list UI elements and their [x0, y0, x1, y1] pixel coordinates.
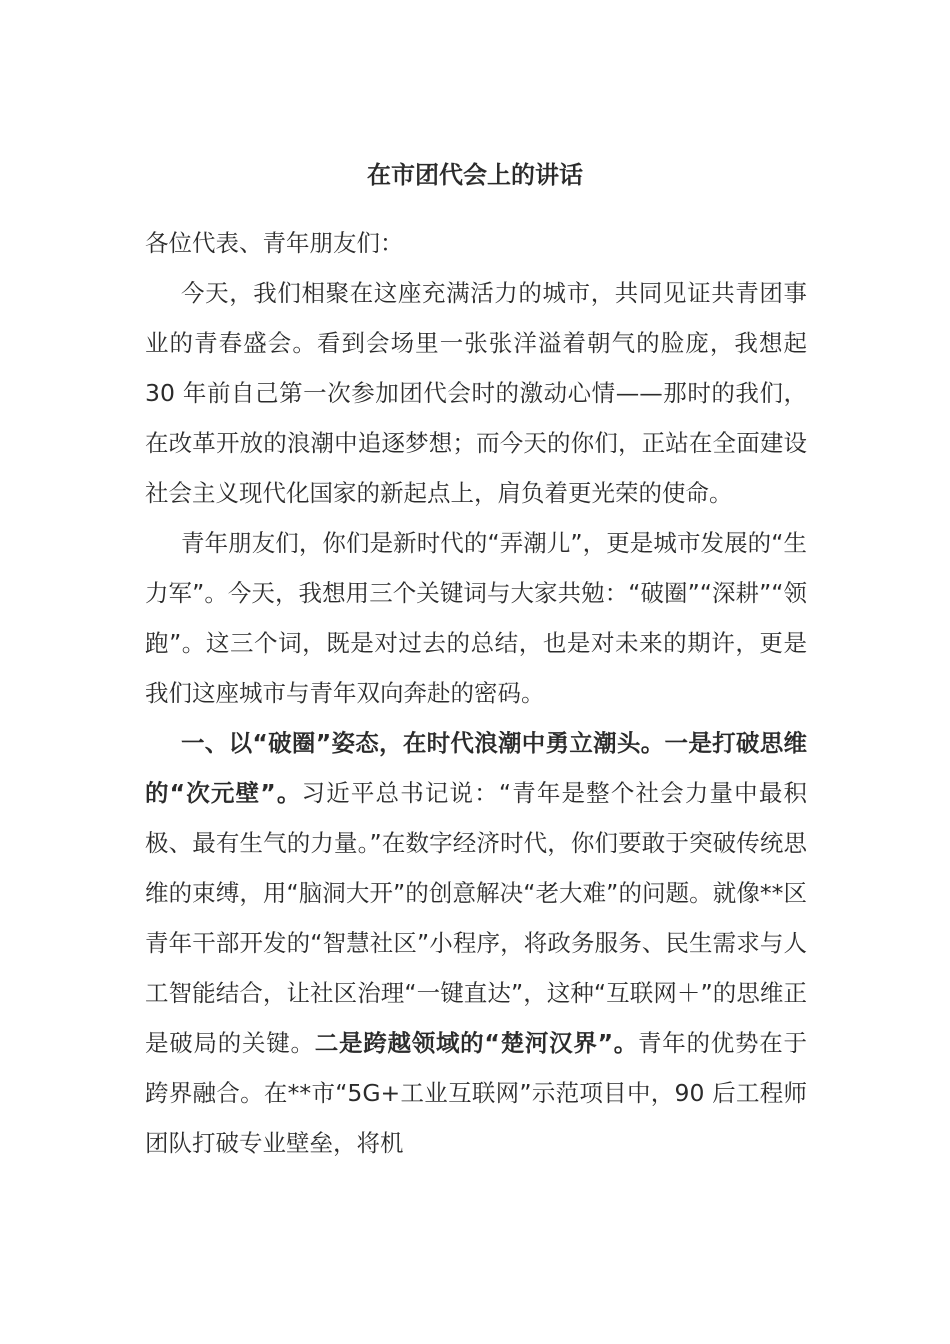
point-two-heading: 二是跨越领域的“楚河汉界”。	[314, 1029, 639, 1057]
point-one-text: 习近平总书记说：“青年是整个社会力量中最积极、最有生气的力量。”在数字经济时代，你们要敢于突破传统思维的束缚，用“脑洞大开”的创意解决“老大难”的问题。就像**区青年干部开发的“智慧社区”小程序，将政务服务、民生需求与人工智能结合，让社区治理“一键直达”，这种“互联网＋”的思维正是破局的关键。	[145, 779, 807, 1057]
document-body	[145, 218, 807, 1168]
point-one-heading: 一是打破思维的“次元壁”。	[145, 729, 808, 807]
salutation: 各位代表、青年朋友们：	[145, 229, 404, 257]
section-one-heading: 一、以“破圈”姿态，在时代浪潮中勇立潮头。	[181, 729, 665, 757]
paragraph-keywords: 青年朋友们，你们是新时代的“弄潮儿”，更是城市发展的“生力军”。今天，我想用三个关键词与大家共勉：“破圈”“深耕”“领跑”。这三个词，既是对过去的总结，也是对未来的期许，更是我们这座城市与青年双向奔赴的密码。	[145, 529, 807, 707]
point-two-text: 青年的优势在于跨界融合。在**市“5G+工业互联网”示范项目中，90 后工程师团队打破专业壁垒，将机	[145, 1029, 808, 1157]
paragraph-section-one	[145, 718, 807, 1168]
paragraph-opening: 今天，我们相聚在这座充满活力的城市，共同见证共青团事业的青春盛会。看到会场里一张张洋溢着朝气的脸庞，我想起 30 年前自己第一次参加团代会时的激动心情——那时的我们，在改革开放的浪潮中追逐梦想；而今天的你们，正站在全面建设社会主义现代化国家的新起点上，肩负着更光荣的使命。	[145, 279, 807, 507]
document-title: 在市团代会上的讲话	[367, 161, 583, 189]
